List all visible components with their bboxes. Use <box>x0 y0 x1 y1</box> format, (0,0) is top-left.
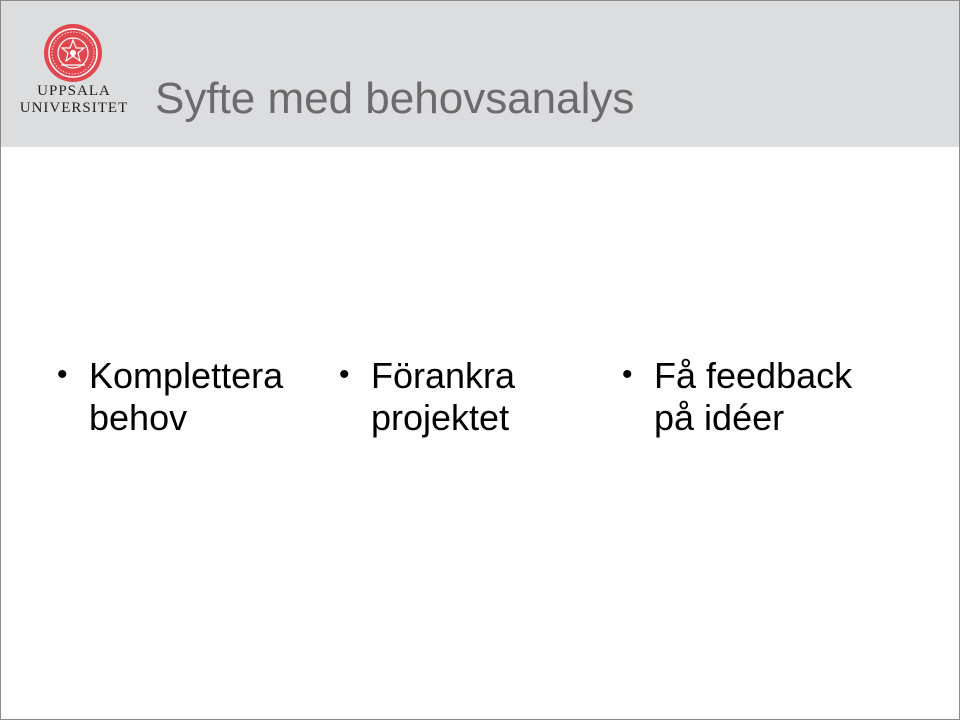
bullet-line: Förankra <box>371 355 516 396</box>
bullet-line: Få feedback <box>654 355 853 396</box>
page-title: Syfte med behovsanalys <box>155 74 635 123</box>
bullet-item-forankra <box>339 355 589 439</box>
bullet-line: på idéer <box>654 397 785 438</box>
bullet-text <box>89 355 283 439</box>
bullet-line: Komplettera <box>89 355 284 396</box>
bullet-item-komplettera <box>57 355 307 439</box>
logo-text-line1: UPPSALA <box>37 83 111 99</box>
bullet-marker: • <box>57 358 68 391</box>
bullet-text <box>654 355 852 439</box>
header-band <box>1 1 959 147</box>
bullet-line: projektet <box>371 397 510 438</box>
bullet-item-feedback <box>622 355 922 439</box>
bullet-text <box>371 355 515 439</box>
bullet-marker: • <box>622 358 633 391</box>
bullet-list <box>1 355 959 475</box>
uppsala-university-seal-icon <box>43 23 103 83</box>
bullet-line: behov <box>89 397 188 438</box>
bullet-marker: • <box>339 358 350 391</box>
university-logo <box>19 21 129 131</box>
logo-text-line2: UNIVERSITET <box>19 100 129 116</box>
logo-wordmark <box>19 83 129 117</box>
